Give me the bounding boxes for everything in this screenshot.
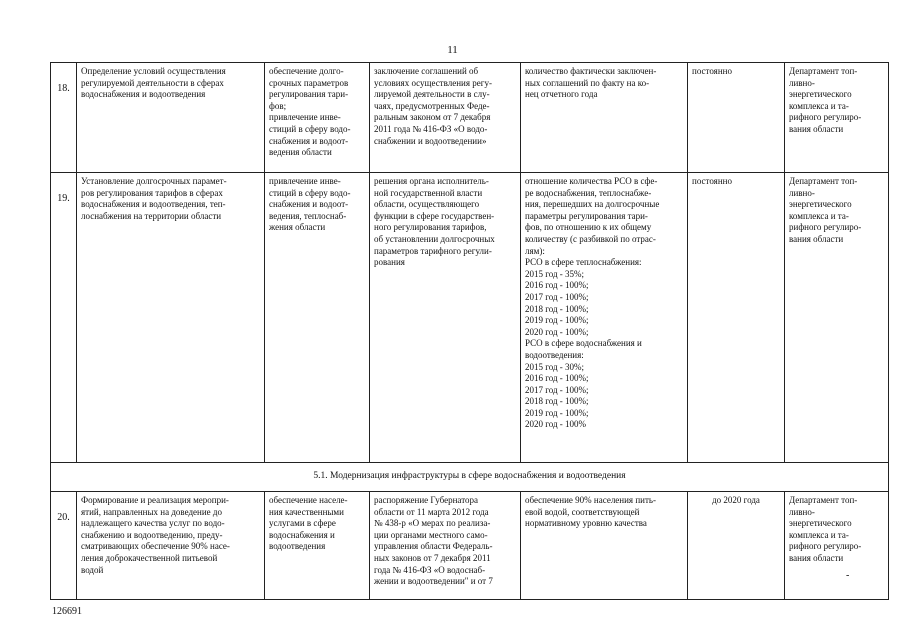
section-row: [51, 463, 889, 492]
legal-act-cell: заключение соглашений об условиях осуществления регу- лируемой деятельности в слу- чаях, предусмотренных Феде- ральным законом от 7 декабря 2011 года № 416-ФЗ «О водо- снабжении и водоотведении»: [370, 63, 521, 173]
indicator-cell: обеспечение 90% населения пить- евой водой, соответствующей нормативному уровню качества: [521, 492, 688, 600]
row-number: 18.: [51, 63, 77, 173]
goal-cell: привлечение инве- стиций в сферу водо- снабжения и водоот- ведения, теплоснаб- жения области: [265, 173, 370, 463]
deadline-cell: до 2020 года: [688, 492, 785, 600]
page-number: 11: [447, 44, 458, 56]
legal-act-cell: распоряжение Губернатора области от 11 марта 2012 года № 438-р «О мерах по реализа- ции органами местного само- управления области Федераль- ных законов от 7 декабря 2011 года № 416-ФЗ «О водоснаб- жении и водоотведении" и от 7: [370, 492, 521, 600]
responsible-cell: Департамент топ- ливно- энергетического комплекса и та- рифного регулиро- вания области: [785, 173, 889, 463]
deadline-cell: постоянно: [688, 63, 785, 173]
table-row: [51, 492, 889, 600]
measures-table: [50, 62, 889, 600]
legal-act-cell: решения органа исполнитель- ной государственной власти области, осуществляющего функции в сфере государствен- ного регулирования тарифов, об установлении долгосрочных параметров тарифного регули- рования: [370, 173, 521, 463]
row-number: 19.: [51, 173, 77, 463]
deadline-cell: постоянно: [688, 173, 785, 463]
indicator-cell: отношение количества РСО в сфе- ре водоснабжения, теплоснабже- ния, перешедших на долгосрочные параметры регулирования тари- фов, по отношению к их общему количеству (с разбивкой по отрас- лям): РСО в сфере теплоснабжения: 2015 год - 35%; 2016 год - 100%; 2017 год - 100%; 2018 год - 100%; 2019 год - 100%; 2020 год - 100%; РСО в сфере водоснабжения и водоотведения: 2015 год - 30%; 2016 год - 100%; 2017 год - 100%; 2018 год - 100%; 2019 год - 100%; 2020 год - 100%: [521, 173, 688, 463]
table-row: [51, 63, 889, 173]
section-heading: 5.1. Модернизация инфраструктуры в сфере водоснабжения и водоотведения: [51, 463, 889, 492]
goal-cell: обеспечение населе- ния качественными услугами в сфере водоснабжения и водоотведения: [265, 492, 370, 600]
responsible-cell: Департамент топ- ливно- энергетического комплекса и та- рифного регулиро- вания области: [785, 492, 889, 600]
stray-mark: -: [846, 570, 850, 581]
goal-cell: обеспечение долго- срочных параметров регулирования тари- фов; привлечение инве- стиций в сферу водо- снабжения и водоот- ведения области: [265, 63, 370, 173]
measure-cell: Формирование и реализация меропри- ятий, направленных на доведение до надлежащего качества услуг по водо- снабжению и водоотведению, преду- сматривающих обеспечение 90% насе- ления доброкачественной питьевой водой: [77, 492, 265, 600]
indicator-cell: количество фактически заключен- ных соглашений по факту на ко- нец отчетного года: [521, 63, 688, 173]
table-row: [51, 173, 889, 463]
measure-cell: Определение условий осуществления регулируемой деятельности в сферах водоснабжения и водоотведения: [77, 63, 265, 173]
row-number: 20.: [51, 492, 77, 600]
measure-cell: Установление долгосрочных парамет- ров регулирования тарифов в сферах водоснабжения и водоотведения, теп- лоснабжения на территории области: [77, 173, 265, 463]
responsible-cell: Департамент топ- ливно- энергетического комплекса и та- рифного регулиро- вания области: [785, 63, 889, 173]
document-code: 126691: [52, 606, 82, 617]
